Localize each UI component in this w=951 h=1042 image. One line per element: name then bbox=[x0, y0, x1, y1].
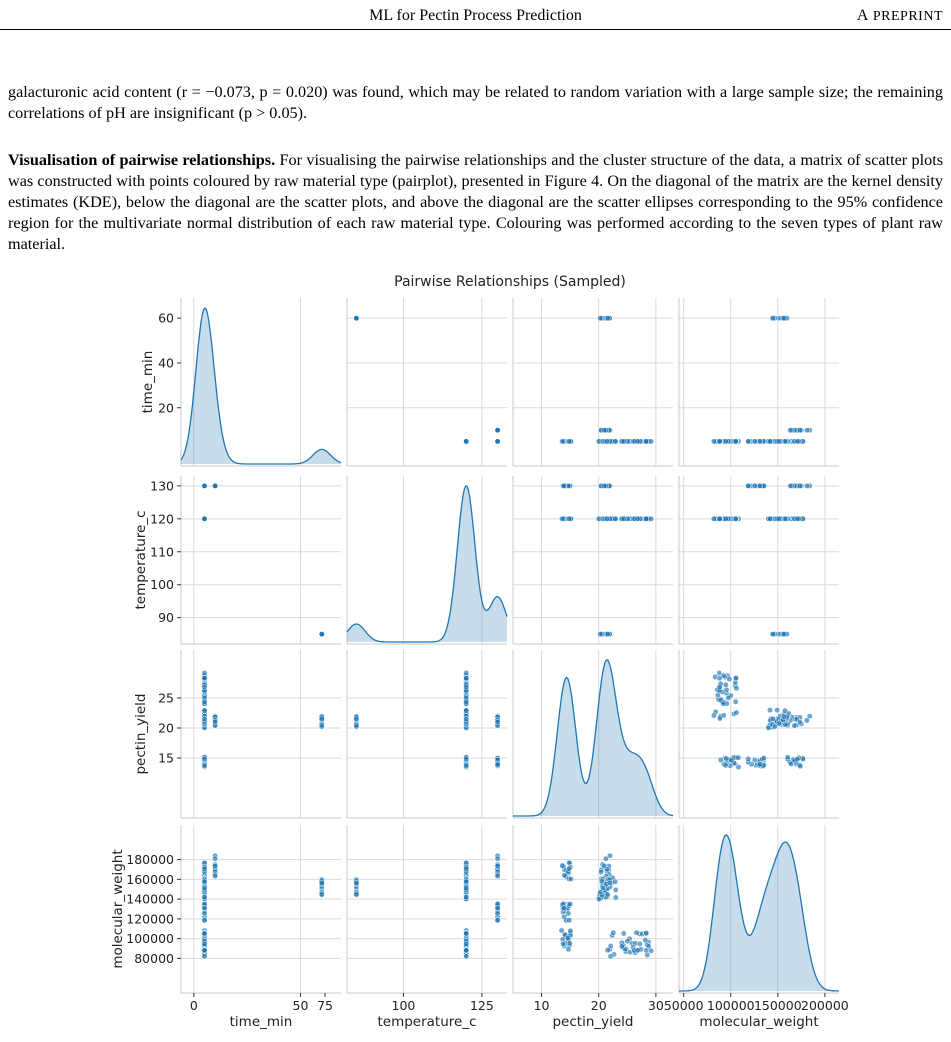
scatter-point bbox=[718, 757, 723, 762]
panel-temperature_c-vs-temperature_c bbox=[347, 476, 507, 644]
scatter-point bbox=[602, 863, 607, 868]
scatter-point bbox=[761, 755, 766, 760]
y-tick-label: 160000 bbox=[126, 871, 174, 887]
scatter-point bbox=[495, 856, 500, 861]
scatter-point bbox=[648, 948, 653, 953]
panel-molecular_weight-vs-molecular_weight bbox=[679, 825, 839, 993]
scatter-point bbox=[724, 756, 729, 761]
scatter-point bbox=[202, 685, 207, 690]
scatter-point bbox=[202, 483, 207, 488]
scatter-point bbox=[613, 895, 618, 900]
y-axis-label: time_min bbox=[140, 350, 156, 414]
scatter-point bbox=[726, 695, 731, 700]
panel-pectin_yield-vs-molecular_weight bbox=[679, 650, 839, 818]
x-tick-label: 125 bbox=[469, 998, 494, 1013]
scatter-point bbox=[788, 483, 793, 488]
scatter-point bbox=[795, 757, 800, 762]
y-tick-label: 25 bbox=[158, 690, 174, 706]
scatter-point bbox=[752, 439, 757, 444]
scatter-point bbox=[202, 948, 207, 953]
scatter-point bbox=[354, 716, 359, 721]
scatter-point bbox=[721, 701, 726, 706]
scatter-point bbox=[560, 516, 565, 521]
scatter-point bbox=[605, 316, 610, 321]
scatter-point bbox=[781, 714, 786, 719]
scatter-point bbox=[723, 763, 728, 768]
x-tick-label: 0 bbox=[189, 998, 198, 1013]
paragraph-correlations: galacturonic acid content (r = −0.073, p = 0.020) was found, which may be related to random variation with a large sample size; the remaining correlations of pH are insignificant (p > 0.05). bbox=[8, 83, 943, 122]
scatter-point bbox=[568, 928, 573, 933]
scatter-point bbox=[598, 316, 603, 321]
scatter-point bbox=[464, 931, 469, 936]
scatter-point bbox=[603, 856, 608, 861]
scatter-point bbox=[611, 930, 616, 935]
panel-temperature_c-vs-time_min bbox=[181, 476, 341, 644]
panel-time_min-vs-temperature_c bbox=[347, 298, 507, 466]
y-tick-label: 130 bbox=[150, 478, 174, 494]
scatter-point bbox=[621, 439, 626, 444]
scatter-point bbox=[775, 707, 780, 712]
panel-temperature_c-vs-pectin_yield bbox=[513, 476, 673, 644]
scatter-point bbox=[757, 762, 762, 767]
scatter-point bbox=[613, 887, 618, 892]
scatter-point bbox=[768, 439, 773, 444]
x-tick-label: 50000 bbox=[663, 998, 704, 1013]
scatter-point bbox=[560, 439, 565, 444]
scatter-point bbox=[648, 516, 653, 521]
scatter-point bbox=[717, 516, 722, 521]
scatter-point bbox=[561, 905, 566, 910]
x-axis-label: molecular_weight bbox=[699, 1014, 819, 1030]
scatter-point bbox=[464, 670, 469, 675]
scatter-point bbox=[635, 439, 640, 444]
paragraph-heading: Visualisation of pairwise relationships. bbox=[8, 151, 276, 169]
x-axis-label: temperature_c bbox=[377, 1014, 477, 1030]
scatter-point bbox=[202, 954, 207, 959]
scatter-point bbox=[621, 931, 626, 936]
scatter-point bbox=[202, 918, 207, 923]
scatter-point bbox=[202, 879, 207, 884]
panel-pectin_yield-vs-pectin_yield bbox=[513, 650, 673, 818]
running-title: ML for Pectin Process Prediction bbox=[369, 7, 582, 24]
scatter-point bbox=[768, 516, 773, 521]
panel-molecular_weight-vs-pectin_yield bbox=[513, 825, 673, 993]
scatter-point bbox=[723, 682, 728, 687]
scatter-point bbox=[464, 685, 469, 690]
panel-molecular_weight-vs-time_min bbox=[181, 825, 341, 993]
scatter-point bbox=[202, 931, 207, 936]
scatter-point bbox=[561, 483, 566, 488]
y-axis-label: temperature_c bbox=[133, 510, 149, 610]
scatter-point bbox=[495, 428, 500, 433]
scatter-point bbox=[643, 439, 648, 444]
scatter-point bbox=[319, 716, 324, 721]
y-tick-label: 100 bbox=[150, 577, 174, 593]
y-tick-label: 180000 bbox=[126, 852, 174, 868]
scatter-point bbox=[202, 699, 207, 704]
scatter-point bbox=[792, 723, 797, 728]
scatter-point bbox=[711, 439, 716, 444]
scatter-point bbox=[464, 866, 469, 871]
panel-time_min-vs-time_min bbox=[181, 298, 341, 466]
scatter-point bbox=[644, 930, 649, 935]
scatter-point bbox=[464, 894, 469, 899]
scatter-point bbox=[495, 911, 500, 916]
y-tick-label: 15 bbox=[158, 750, 174, 766]
y-tick-label: 120 bbox=[150, 511, 174, 527]
preprint-word: PREPRINT bbox=[872, 9, 943, 24]
y-tick-label: 110 bbox=[150, 544, 174, 560]
scatter-point bbox=[711, 713, 716, 718]
scatter-point bbox=[782, 708, 787, 713]
scatter-point bbox=[783, 722, 788, 727]
scatter-point bbox=[354, 880, 359, 885]
scatter-point bbox=[795, 439, 800, 444]
scatter-point bbox=[495, 762, 500, 767]
scatter-point bbox=[734, 686, 739, 691]
scatter-point bbox=[464, 879, 469, 884]
scatter-point bbox=[495, 863, 500, 868]
scatter-point bbox=[212, 483, 217, 488]
scatter-point bbox=[202, 757, 207, 762]
scatter-point bbox=[757, 483, 762, 488]
scatter-point bbox=[733, 699, 738, 704]
scatter-point bbox=[319, 724, 324, 729]
scatter-point bbox=[202, 708, 207, 713]
panel-time_min-vs-pectin_yield bbox=[513, 298, 673, 466]
y-tick-label: 140000 bbox=[126, 891, 174, 907]
scatter-point bbox=[781, 631, 786, 636]
x-tick-label: 200000 bbox=[801, 998, 849, 1013]
scatter-point bbox=[567, 901, 572, 906]
scatter-point bbox=[757, 439, 762, 444]
scatter-point bbox=[776, 439, 781, 444]
scatter-point bbox=[464, 954, 469, 959]
panel-temperature_c-vs-molecular_weight bbox=[679, 476, 839, 644]
scatter-point bbox=[354, 316, 359, 321]
paragraph-body: For visualising the pairwise relationships and the cluster structure of the data, a matrix of scatter plots was constructed with points coloured by raw material type (pairplot), presented in Figure 4. On the diagonal of the matrix are the kernel density estimates (KDE), below the diagonal are the scatter plots, and above the diagonal are the scatter ellipses corresponding to the 95% confidence region for the multivariate normal distribution of each raw material type. Colouring was performed according to the seven types of plant raw material. bbox=[8, 151, 943, 253]
scatter-point bbox=[752, 483, 757, 488]
scatter-point bbox=[746, 439, 751, 444]
scatter-point bbox=[711, 516, 716, 521]
scatter-point bbox=[464, 941, 469, 946]
scatter-point bbox=[566, 866, 571, 871]
scatter-point bbox=[634, 930, 639, 935]
scatter-point bbox=[733, 439, 738, 444]
scatter-point bbox=[736, 755, 741, 760]
y-tick-label: 40 bbox=[158, 355, 174, 371]
kde-fill bbox=[513, 660, 673, 816]
scatter-point bbox=[464, 676, 469, 681]
scatter-point bbox=[464, 764, 469, 769]
scatter-point bbox=[788, 428, 793, 433]
scatter-point bbox=[605, 516, 610, 521]
scatter-point bbox=[354, 892, 359, 897]
scatter-point bbox=[567, 941, 572, 946]
y-tick-label: 100000 bbox=[126, 931, 174, 947]
scatter-point bbox=[613, 516, 618, 521]
scatter-point bbox=[746, 756, 751, 761]
scatter-point bbox=[795, 516, 800, 521]
scatter-point bbox=[202, 516, 207, 521]
scatter-point bbox=[560, 863, 565, 868]
y-tick-label: 80000 bbox=[134, 950, 174, 966]
scatter-point bbox=[598, 631, 603, 636]
scatter-point bbox=[723, 439, 728, 444]
scatter-point bbox=[635, 948, 640, 953]
scatter-point bbox=[565, 935, 570, 940]
y-tick-label: 20 bbox=[158, 720, 174, 736]
scatter-point bbox=[202, 716, 207, 721]
scatter-point bbox=[464, 757, 469, 762]
scatter-point bbox=[746, 483, 751, 488]
x-tick-label: 50 bbox=[292, 998, 309, 1013]
scatter-point bbox=[464, 708, 469, 713]
panel-pectin_yield-vs-temperature_c bbox=[347, 650, 507, 818]
chart-title: Pairwise Relationships (Sampled) bbox=[394, 274, 626, 290]
scatter-point bbox=[797, 428, 802, 433]
scatter-point bbox=[202, 670, 207, 675]
scatter-point bbox=[602, 483, 607, 488]
scatter-point bbox=[464, 716, 469, 721]
scatter-point bbox=[648, 439, 653, 444]
scatter-point bbox=[464, 948, 469, 953]
scatter-point bbox=[727, 676, 732, 681]
scatter-point bbox=[212, 863, 217, 868]
scatter-point bbox=[613, 879, 618, 884]
scatter-point bbox=[495, 439, 500, 444]
x-tick-label: 150000 bbox=[753, 998, 802, 1013]
scatter-point bbox=[772, 724, 777, 729]
scatter-point bbox=[202, 866, 207, 871]
scatter-point bbox=[723, 516, 728, 521]
scatter-point bbox=[717, 670, 722, 675]
panel-time_min-vs-molecular_weight bbox=[679, 298, 839, 466]
x-tick-label: 10 bbox=[533, 998, 550, 1013]
scatter-point bbox=[797, 719, 802, 724]
scatter-point bbox=[717, 685, 722, 690]
kde-fill bbox=[181, 308, 341, 464]
scatter-point bbox=[566, 911, 571, 916]
scatter-point bbox=[464, 699, 469, 704]
scatter-point bbox=[804, 483, 809, 488]
scatter-point bbox=[560, 941, 565, 946]
scatter-point bbox=[608, 954, 613, 959]
scatter-point bbox=[804, 428, 809, 433]
scatter-point bbox=[464, 439, 469, 444]
scatter-point bbox=[643, 948, 648, 953]
scatter-point bbox=[319, 880, 324, 885]
scatter-point bbox=[464, 886, 469, 891]
x-tick-label: 100000 bbox=[706, 998, 755, 1013]
scatter-point bbox=[202, 764, 207, 769]
scatter-point bbox=[212, 873, 217, 878]
x-tick-label: 30 bbox=[647, 998, 664, 1013]
scatter-point bbox=[613, 439, 618, 444]
preprint-initial: A bbox=[856, 7, 869, 24]
scatter-point bbox=[566, 947, 571, 952]
scatter-point bbox=[566, 516, 571, 521]
scatter-point bbox=[621, 516, 626, 521]
scatter-point bbox=[625, 939, 630, 944]
scatter-point bbox=[495, 873, 500, 878]
scatter-point bbox=[733, 516, 738, 521]
scatter-point bbox=[717, 439, 722, 444]
scatter-point bbox=[567, 918, 572, 923]
panel-pectin_yield-vs-time_min bbox=[181, 650, 341, 818]
scatter-point bbox=[598, 890, 603, 895]
scatter-point bbox=[785, 755, 790, 760]
scatter-point bbox=[770, 316, 775, 321]
x-axis-label: pectin_yield bbox=[552, 1014, 634, 1030]
scatter-point bbox=[605, 947, 610, 952]
kde-fill bbox=[347, 486, 507, 642]
scatter-point bbox=[798, 764, 803, 769]
scatter-point bbox=[212, 856, 217, 861]
scatter-point bbox=[202, 941, 207, 946]
x-tick-label: 20 bbox=[590, 998, 607, 1013]
scatter-point bbox=[568, 876, 573, 881]
scatter-point bbox=[212, 719, 217, 724]
scatter-point bbox=[607, 880, 612, 885]
scatter-point bbox=[202, 886, 207, 891]
scatter-point bbox=[202, 905, 207, 910]
scatter-point bbox=[605, 892, 610, 897]
scatter-point bbox=[717, 676, 722, 681]
x-tick-label: 100 bbox=[391, 998, 416, 1013]
y-axis-label: molecular_weight bbox=[110, 849, 126, 969]
scatter-point bbox=[770, 631, 775, 636]
scatter-point bbox=[202, 676, 207, 681]
scatter-point bbox=[495, 719, 500, 724]
scatter-point bbox=[767, 707, 772, 712]
scatter-point bbox=[495, 918, 500, 923]
y-tick-label: 60 bbox=[158, 310, 174, 326]
scatter-point bbox=[643, 937, 648, 942]
scatter-point bbox=[598, 869, 603, 874]
scatter-point bbox=[354, 724, 359, 729]
scatter-point bbox=[202, 894, 207, 899]
x-axis-label: time_min bbox=[229, 1014, 293, 1030]
y-axis-label: pectin_yield bbox=[133, 693, 149, 775]
scatter-point bbox=[605, 439, 610, 444]
scatter-point bbox=[729, 758, 734, 763]
scatter-point bbox=[319, 892, 324, 897]
scatter-point bbox=[202, 911, 207, 916]
scatter-point bbox=[619, 944, 624, 949]
scatter-point bbox=[643, 516, 648, 521]
scatter-point bbox=[770, 716, 775, 721]
panel-molecular_weight-vs-temperature_c bbox=[347, 825, 507, 993]
scatter-point bbox=[804, 718, 809, 723]
scatter-point bbox=[733, 675, 738, 680]
y-tick-label: 90 bbox=[158, 610, 174, 626]
scatter-point bbox=[566, 439, 571, 444]
scatter-point bbox=[776, 516, 781, 521]
scatter-point bbox=[605, 631, 610, 636]
scatter-point bbox=[797, 483, 802, 488]
scatter-point bbox=[717, 716, 722, 721]
scatter-point bbox=[734, 710, 739, 715]
y-tick-label: 20 bbox=[158, 400, 174, 416]
scatter-point bbox=[495, 905, 500, 910]
scatter-point bbox=[635, 516, 640, 521]
scatter-point bbox=[781, 316, 786, 321]
scatter-point bbox=[752, 757, 757, 762]
x-tick-label: 75 bbox=[317, 998, 333, 1013]
scatter-point bbox=[602, 428, 607, 433]
scatter-point bbox=[637, 941, 642, 946]
scatter-point bbox=[319, 631, 324, 636]
y-tick-label: 120000 bbox=[126, 911, 174, 927]
